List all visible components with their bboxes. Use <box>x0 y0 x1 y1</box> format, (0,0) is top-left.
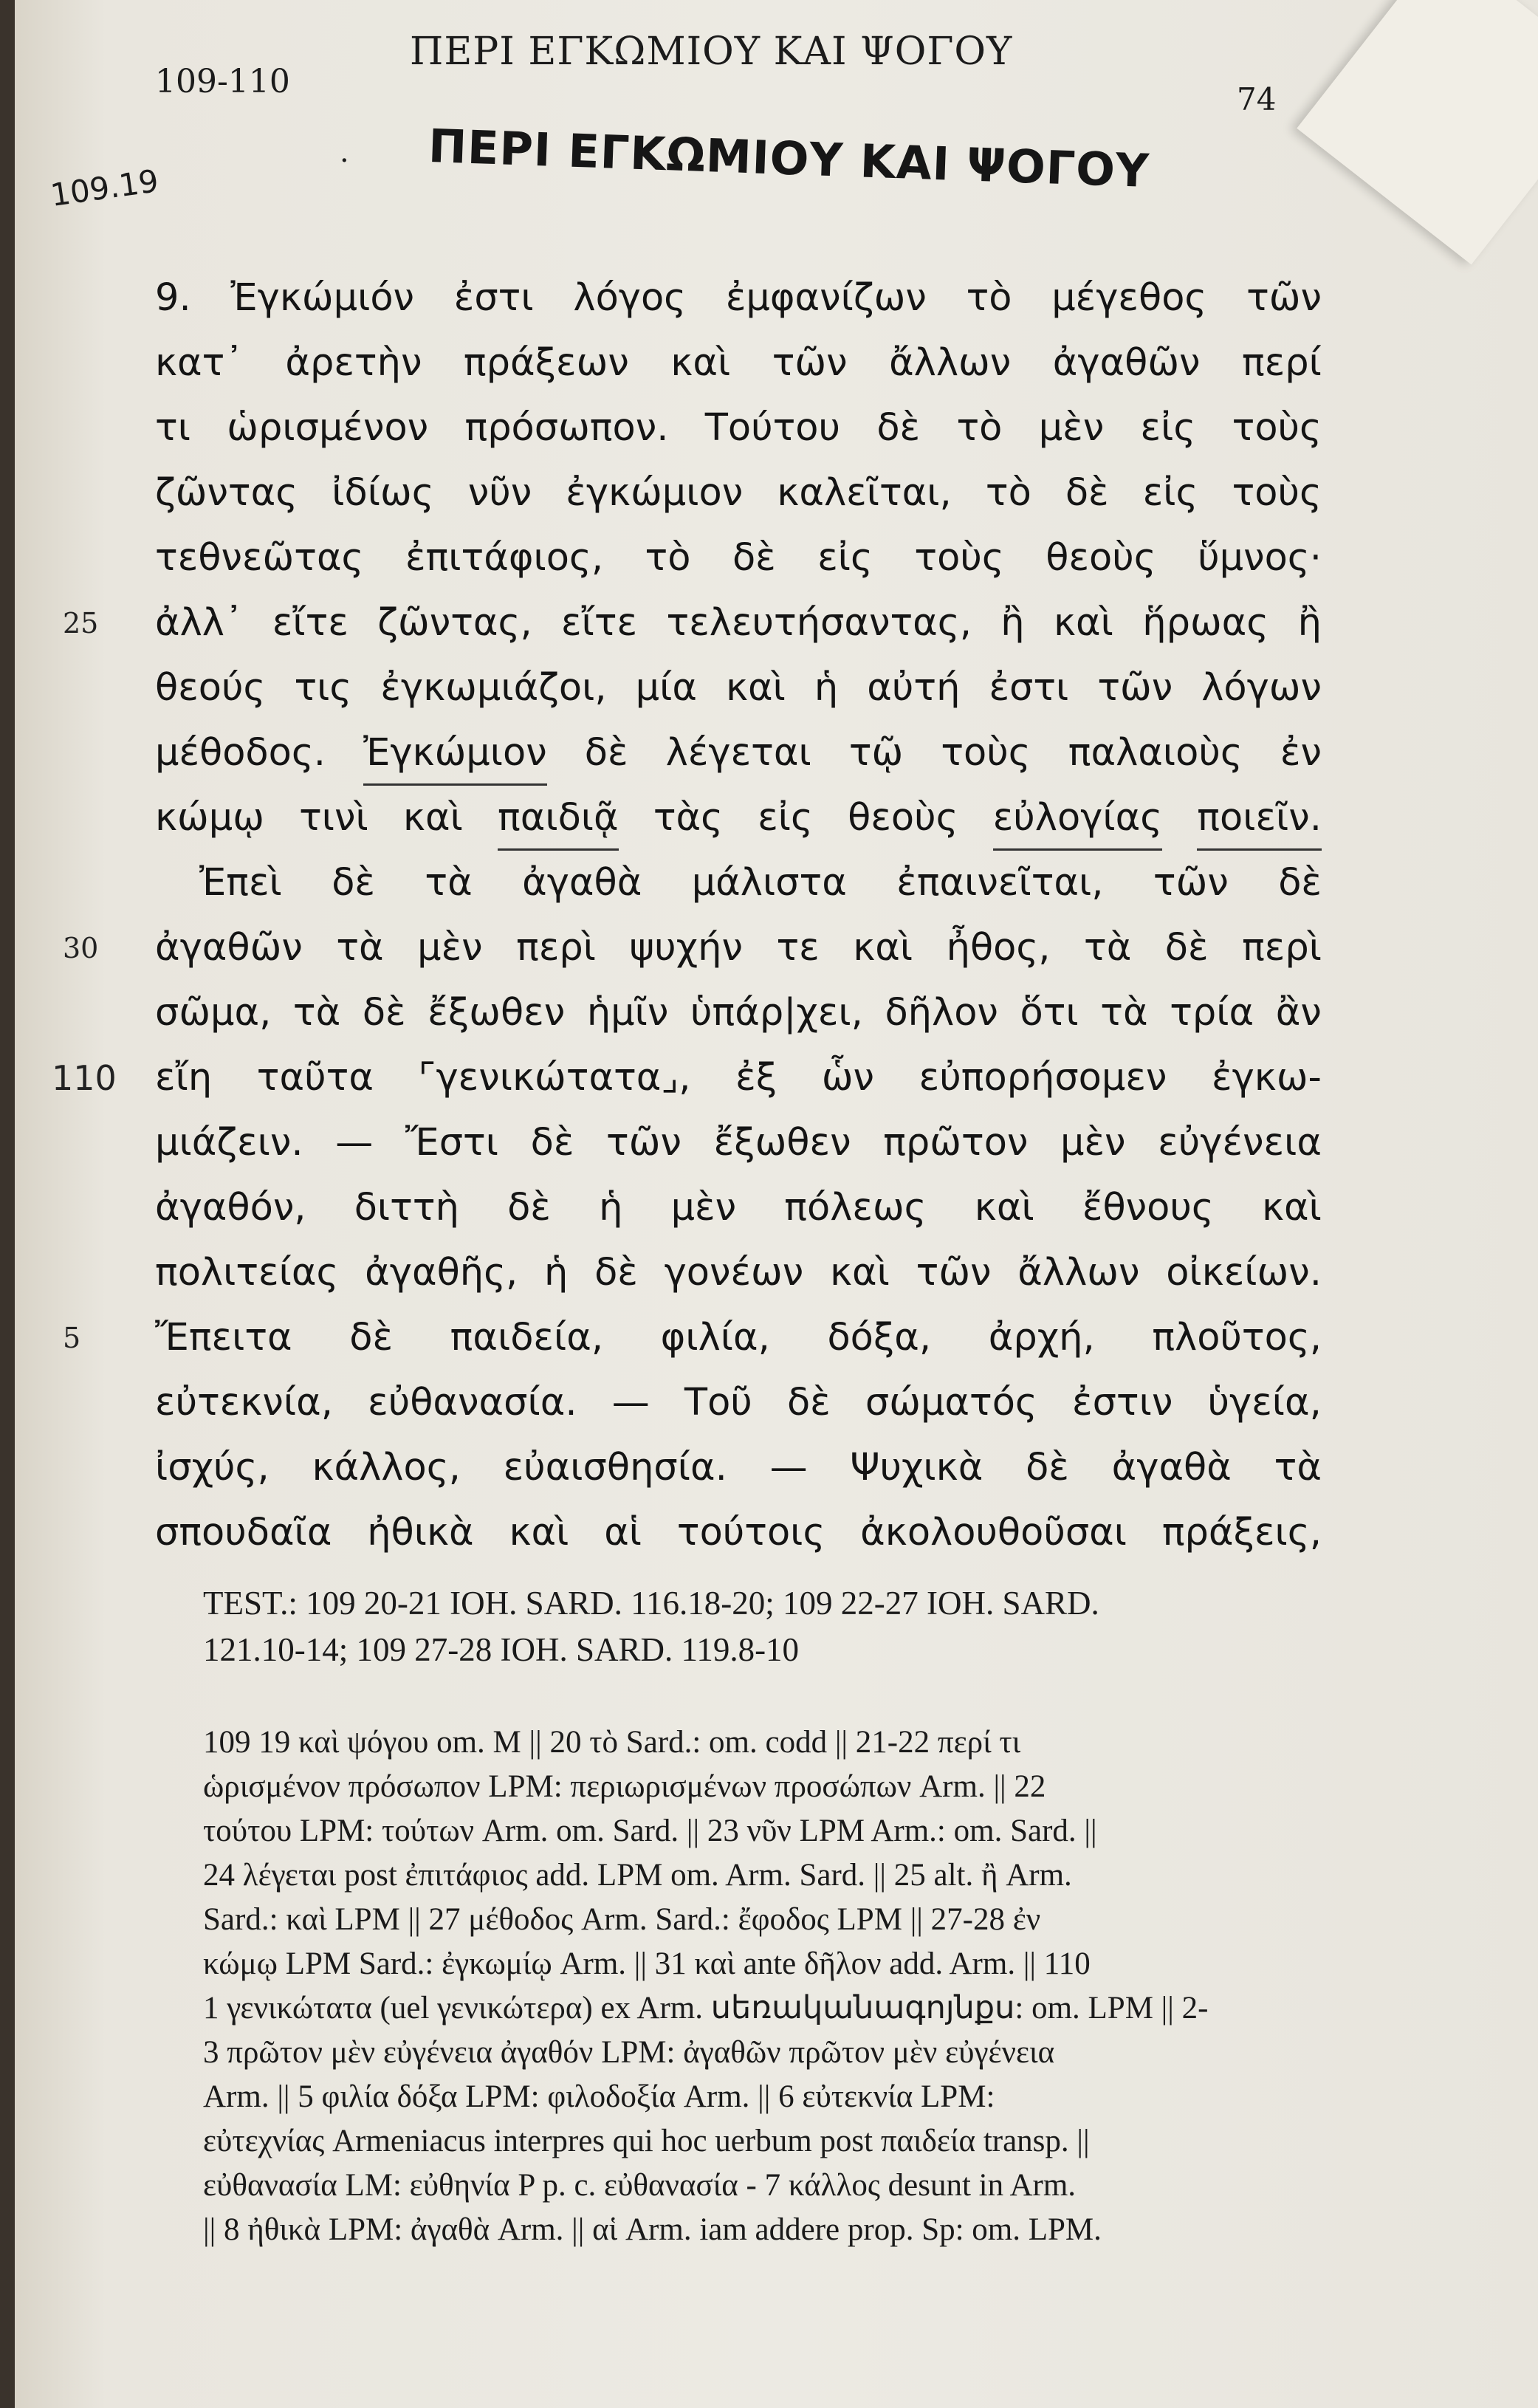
word: καὶ <box>670 341 731 385</box>
word: δὲ <box>876 406 921 450</box>
apparatus-line: τούτου LPM: τούτων Arm. om. Sard. || 23 νῦν LPM Arm.: om. Sard. || <box>203 1814 1097 1848</box>
word: τρία <box>1170 991 1254 1035</box>
word: ἐστιν <box>1072 1381 1173 1424</box>
word: ἀγαθῆς, <box>365 1251 518 1294</box>
word: Ψυχικὰ <box>850 1446 983 1489</box>
main-text <box>52 266 1322 1565</box>
word: τὰ <box>1274 1446 1322 1489</box>
word: τῶν <box>1097 666 1173 710</box>
word: ἢ <box>1000 601 1025 645</box>
word: τὸ <box>966 276 1012 320</box>
word: ὕμνος· <box>1198 536 1322 580</box>
word: Ἐπεὶ <box>199 861 282 905</box>
word: ἀγαθῶν <box>1052 341 1201 385</box>
word: θεοὺς <box>1046 536 1156 580</box>
word: ἰσχύς, <box>155 1446 270 1489</box>
word: ἡ <box>544 1251 569 1294</box>
word: τοὺς <box>914 536 1004 580</box>
word: ἀγαθόν, <box>155 1186 306 1229</box>
word: εἴτε <box>561 601 638 645</box>
word: μέθοδος. <box>155 731 326 775</box>
word: νῦν <box>467 471 532 515</box>
word: τούτοις <box>676 1511 825 1554</box>
word: τοὺς <box>1232 471 1322 515</box>
text-line <box>155 786 1322 851</box>
chapter-heading: ΠΕΡΙ ΕΓΚΩΜΙΟΥ ΚΑΙ ΨΟΓΟΥ <box>428 118 1151 199</box>
word: ἔξωθεν <box>428 991 566 1035</box>
word: καὶ <box>829 1251 890 1294</box>
text-line <box>63 591 1322 656</box>
page-range: 109-110 <box>155 63 290 100</box>
word: ἂν <box>1275 991 1322 1035</box>
word: τῶν <box>1153 861 1229 905</box>
word: περὶ <box>516 926 597 970</box>
page-number: 74 <box>1237 81 1277 117</box>
word: ἐπαινεῖται, <box>896 861 1104 905</box>
word: δὲ <box>584 731 628 775</box>
word: ἀγαθὰ <box>1111 1446 1232 1489</box>
word: ἐπιτάφιος, <box>405 536 604 580</box>
word: ἐξ <box>735 1056 777 1100</box>
word: τεθνεῶτας <box>155 536 364 580</box>
section-reference: 109.19 <box>48 162 161 213</box>
word: σπουδαῖα <box>155 1511 332 1554</box>
word: τι <box>155 406 190 450</box>
word: ποιεῖν. <box>1197 786 1322 851</box>
word: ἀλλ᾽ <box>155 601 244 645</box>
word: εὐτεκνία, <box>155 1381 333 1424</box>
word: πόλεως <box>784 1186 927 1229</box>
word: πολιτείας <box>155 1251 339 1294</box>
apparatus-line: κώμῳ LPM Sard.: ἐγκωμίῳ Arm. || 31 καὶ ante δῆλον add. Arm. || 110 <box>203 1946 1091 1981</box>
word: λόγων <box>1201 666 1322 710</box>
testimonia <box>203 1580 1325 1673</box>
apparatus-line: 1 γενικώτατα (uel γενικώτερα) ex Arm. սեռականագոյնքս: om. LPM || 2- <box>203 1991 1209 2025</box>
word: καὶ <box>974 1186 1034 1229</box>
word: καὶ <box>1053 601 1113 645</box>
word: Ἐγκώμιόν <box>230 276 415 320</box>
word: Τούτου <box>704 406 841 450</box>
critical-apparatus <box>203 1721 1333 2252</box>
word: τῷ <box>848 731 904 775</box>
word: ζῶντας, <box>377 601 532 645</box>
word: δὲ <box>530 1121 574 1164</box>
word: τὰ <box>292 991 341 1035</box>
line-number: 110 <box>52 1058 117 1098</box>
word: ἀρχή, <box>988 1316 1095 1359</box>
word: τῶν <box>916 1251 992 1294</box>
word: πρῶτον <box>883 1121 1029 1164</box>
word: ἄλλων <box>889 341 1012 385</box>
word: ἰδίως <box>332 471 434 515</box>
text-line <box>52 1046 1322 1111</box>
word: ἀκολουθοῦσαι <box>860 1511 1127 1554</box>
word: τὰ <box>336 926 384 970</box>
text-line <box>155 1111 1322 1176</box>
word: περί <box>1242 341 1322 385</box>
word: μέγεθος <box>1051 276 1207 320</box>
word: θεοὺς <box>848 796 958 840</box>
apparatus-line: Sard.: καὶ LPM || 27 μέθοδος Arm. Sard.: ἔφοδος LPM || 27-28 ἐν <box>203 1902 1041 1937</box>
word: ἐγκω- <box>1212 1056 1322 1100</box>
apparatus-line: ὡρισμένον πρόσωπον LPM: περιωρισμένων προσώπων Arm. || 22 <box>203 1769 1046 1804</box>
word: εἰς <box>758 796 813 840</box>
word: μιάζειν. <box>155 1121 303 1164</box>
text-line <box>63 916 1322 981</box>
word: εὐπορήσομεν <box>919 1056 1167 1100</box>
word: εἴη <box>155 1056 213 1100</box>
word: εἰς <box>1140 406 1196 450</box>
word: ἀρετὴν <box>285 341 422 385</box>
apparatus-line: Arm. || 5 φιλία δόξα LPM: φιλοδοξία Arm. || 6 εὐτεκνία LPM: <box>203 2079 995 2114</box>
book-page <box>15 0 1538 2408</box>
apparatus-line: εὐθανασία LM: εὐθηνία P p. c. εὐθανασία - 7 κάλλος desunt in Arm. <box>203 2168 1077 2203</box>
text-line <box>63 1306 1322 1371</box>
testimonia-line: 121.10-14; 109 27-28 ΙΟΗ. SARD. 119.8-10 <box>203 1631 800 1668</box>
word: δὲ <box>732 536 776 580</box>
word: εἰς <box>817 536 873 580</box>
line-number: 30 <box>63 932 99 964</box>
word: εὐγένεια <box>1158 1121 1322 1164</box>
word: ὑπάρ|χει, <box>690 991 863 1035</box>
line-number: 25 <box>63 607 99 639</box>
word: μὲν <box>1038 406 1105 450</box>
word: τὰ <box>1100 991 1148 1035</box>
word: διττὴ <box>354 1186 459 1229</box>
text-line <box>155 721 1322 786</box>
word: τὰ <box>1083 926 1132 970</box>
text-line <box>155 851 1322 916</box>
word: δὲ <box>786 1381 831 1424</box>
word: — <box>611 1381 650 1424</box>
word: φιλία, <box>660 1316 770 1359</box>
word: ἐγκωμιάζοι, <box>380 666 607 710</box>
line-number: 5 <box>63 1322 81 1354</box>
word: τοὺς <box>941 731 1031 775</box>
word: ἄλλων <box>1017 1251 1140 1294</box>
word: ἡμῖν <box>586 991 669 1035</box>
word: μὲν <box>670 1186 737 1229</box>
word: δῆλον <box>885 991 998 1035</box>
word: περὶ <box>1242 926 1322 970</box>
word: ζῶντας <box>155 471 298 515</box>
word: ἠθικὰ <box>367 1511 474 1554</box>
word: ἐν <box>1280 731 1322 775</box>
word: καὶ <box>509 1511 569 1554</box>
text-line <box>155 461 1322 526</box>
word: τελευτήσαντας, <box>666 601 972 645</box>
word: ὡρισμένον <box>227 406 429 450</box>
word: ψυχήν <box>629 926 743 970</box>
word: ἔθνους <box>1082 1186 1214 1229</box>
word: κώμῳ <box>155 796 264 840</box>
word: δὲ <box>1065 471 1109 515</box>
word: ἐγκώμιον <box>566 471 744 515</box>
word: ὅτι <box>1020 991 1079 1035</box>
word: τις <box>294 666 352 710</box>
apparatus-line: || 8 ἠθικὰ LPM: ἀγαθὰ Arm. || αἱ Arm. iam addere prop. Sp: om. LPM. <box>203 2212 1102 2247</box>
word: δὲ <box>507 1186 551 1229</box>
word: τὸ <box>956 406 1003 450</box>
word: παιδιᾷ <box>498 786 619 851</box>
word: Τοῦ <box>684 1381 752 1424</box>
word: τοὺς <box>1232 406 1322 450</box>
word: ἀγαθὰ <box>522 861 642 905</box>
word: τῶν <box>606 1121 682 1164</box>
word: δὲ <box>332 861 375 905</box>
word: 9. <box>155 276 191 320</box>
word: θεούς <box>155 666 266 710</box>
text-line <box>155 1500 1322 1565</box>
word: σώματός <box>865 1381 1037 1424</box>
word: ἔξωθεν <box>713 1121 851 1164</box>
word: εἴτε <box>272 601 349 645</box>
word: μὲν <box>1060 1121 1126 1164</box>
text-line <box>155 1176 1322 1241</box>
word: ἡ <box>599 1186 623 1229</box>
word: λέγεται <box>665 731 811 775</box>
text-line <box>155 981 1322 1046</box>
word: οἰκείων. <box>1166 1251 1322 1294</box>
word: καὶ <box>1262 1186 1322 1229</box>
word: Ἔστι <box>405 1121 498 1164</box>
word: ἥρωας <box>1142 601 1269 645</box>
word: καὶ <box>853 926 913 970</box>
text-line <box>155 1435 1322 1500</box>
text-line <box>155 656 1322 721</box>
word: παιδεία, <box>450 1316 604 1359</box>
word: ὧν <box>821 1056 875 1100</box>
word: καὶ <box>725 666 786 710</box>
testimonia-line: TEST.: 109 20-21 ΙΟΗ. SARD. 116.18-20; 109 22-27 ΙΟΗ. SARD. <box>203 1585 1099 1622</box>
word: εὐθανασία. <box>368 1381 577 1424</box>
word: Ἔπειτα <box>155 1316 292 1359</box>
word: εὐαισθησία. <box>503 1446 727 1489</box>
word: πράξεις, <box>1161 1511 1322 1554</box>
folded-corner <box>1297 0 1538 264</box>
word: ἐμφανίζων <box>725 276 927 320</box>
word: γονέων <box>664 1251 804 1294</box>
word: τινὶ <box>299 796 368 840</box>
word: δὲ <box>349 1316 394 1359</box>
word: ἐστι <box>453 276 534 320</box>
word: Ἐγκώμιον <box>363 721 547 786</box>
word: δὲ <box>1026 1446 1069 1489</box>
word: τῶν <box>1246 276 1322 320</box>
word: λόγος <box>573 276 687 320</box>
word: τε <box>776 926 820 970</box>
text-line <box>155 331 1322 396</box>
word: δὲ <box>1278 861 1322 905</box>
text-line <box>155 526 1322 591</box>
word: κάλλος, <box>312 1446 461 1489</box>
word: τὰς <box>653 796 724 840</box>
apparatus-line: 3 πρῶτον μὲν εὐγένεια ἀγαθόν LPM: ἀγαθῶν πρῶτον μὲν εὐγένεια <box>203 2035 1055 2070</box>
word: αὐτή <box>867 666 961 710</box>
word: κατ᾽ <box>155 341 244 385</box>
word: παλαιοὺς <box>1068 731 1243 775</box>
word: δὲ <box>594 1251 638 1294</box>
word: καὶ <box>402 796 463 840</box>
text-line <box>155 1371 1322 1435</box>
word: τὰ <box>425 861 473 905</box>
word: σῶμα, <box>155 991 272 1035</box>
word: εἰς <box>1142 471 1198 515</box>
word: ὑγεία, <box>1207 1381 1322 1424</box>
apparatus-line: 24 λέγεται post ἐπιτάφιος add. LPM om. Arm. Sard. || 25 alt. ἢ Arm. <box>203 1858 1072 1893</box>
word: αἱ <box>604 1511 642 1554</box>
running-title: ΠΕΡΙ ΕΓΚΩΜΙΟΥ ΚΑΙ ΨΟΓΟΥ <box>410 30 1013 74</box>
word: δὲ <box>1164 926 1209 970</box>
word: ⌜γενικώτατα⌟, <box>418 1056 691 1100</box>
word: ἦθος, <box>946 926 1051 970</box>
word: τὸ <box>645 536 691 580</box>
word: δὲ <box>362 991 406 1035</box>
apparatus-line: 109 19 καὶ ψόγου om. M || 20 τὸ Sard.: om. codd || 21-22 περί τι <box>203 1725 1021 1760</box>
text-line <box>155 266 1322 331</box>
word: πλοῦτος, <box>1152 1316 1322 1359</box>
word: εὐλογίας <box>993 786 1162 851</box>
apparatus-line: εὐτεχνίας Armeniacus interpres qui hoc uerbum post παιδεία transp. || <box>203 2124 1090 2158</box>
word: πράξεων <box>463 341 629 385</box>
word: μία <box>635 666 697 710</box>
word: μάλιστα <box>691 861 847 905</box>
word: πρόσωπον. <box>464 406 669 450</box>
word: τὸ <box>985 471 1031 515</box>
word: — <box>335 1121 374 1164</box>
word: ταῦτα <box>256 1056 374 1100</box>
word: ἡ <box>814 666 839 710</box>
word: — <box>769 1446 808 1489</box>
word: τῶν <box>772 341 848 385</box>
text-line <box>155 1241 1322 1306</box>
word: ἢ <box>1297 601 1322 645</box>
heading-dot: · <box>340 144 349 178</box>
text-line <box>155 396 1322 461</box>
word: καλεῖται, <box>777 471 952 515</box>
word: ἀγαθῶν <box>155 926 303 970</box>
word: ἐστι <box>989 666 1069 710</box>
word: μὲν <box>417 926 483 970</box>
word: δόξα, <box>827 1316 932 1359</box>
